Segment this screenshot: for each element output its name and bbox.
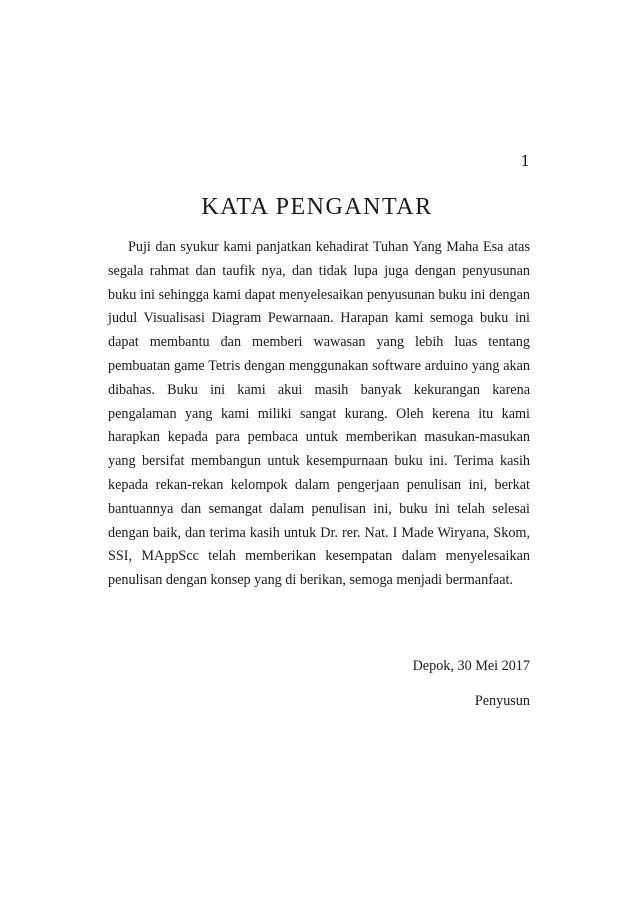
page-number: 1: [520, 152, 530, 170]
signature-place-date: Depok, 30 Mei 2017: [412, 658, 530, 674]
page-title: KATA PENGANTAR: [201, 194, 433, 220]
signature-name: Penyusun: [474, 693, 530, 709]
preface-paragraph: Puji dan syukur kami panjatkan kehadirat Tuhan Yang Maha Esa atas segala rahmat dan taufik nya, dan tidak lupa juga dengan penyusunan buku ini sehingga kami dapat menyelesaikan penyusunan buku ini dengan judul Visualisasi Diagram Pewarnaan. Harapan kami semoga buku ini dapat membantu dan memberi wawasan yang lebih luas tentang pembuatan game Tetris dengan menggunakan software arduino yang akan dibahas. Buku ini kami akui masih banyak kekurangan karena pengalaman yang kami miliki sangat kurang. Oleh kerena itu kami harapkan kepada para pembaca untuk memberikan masukan-masukan yang bersifat membangun untuk kesempurnaan buku ini. Terima kasih kepada rekan-rekan kelompok dalam pengerjaan penulisan ini, berkat bantuannya dan semangat dalam penulisan ini, buku ini telah selesai dengan baik, dan terima kasih untuk Dr. rer. Nat. I Made Wiryana, Skom, SSI, MAppScc telah memberikan kesempatan dalam menyelesaikan penulisan dengan konsep yang di berikan, semoga menjadi bermanfaat.: [108, 239, 530, 589]
